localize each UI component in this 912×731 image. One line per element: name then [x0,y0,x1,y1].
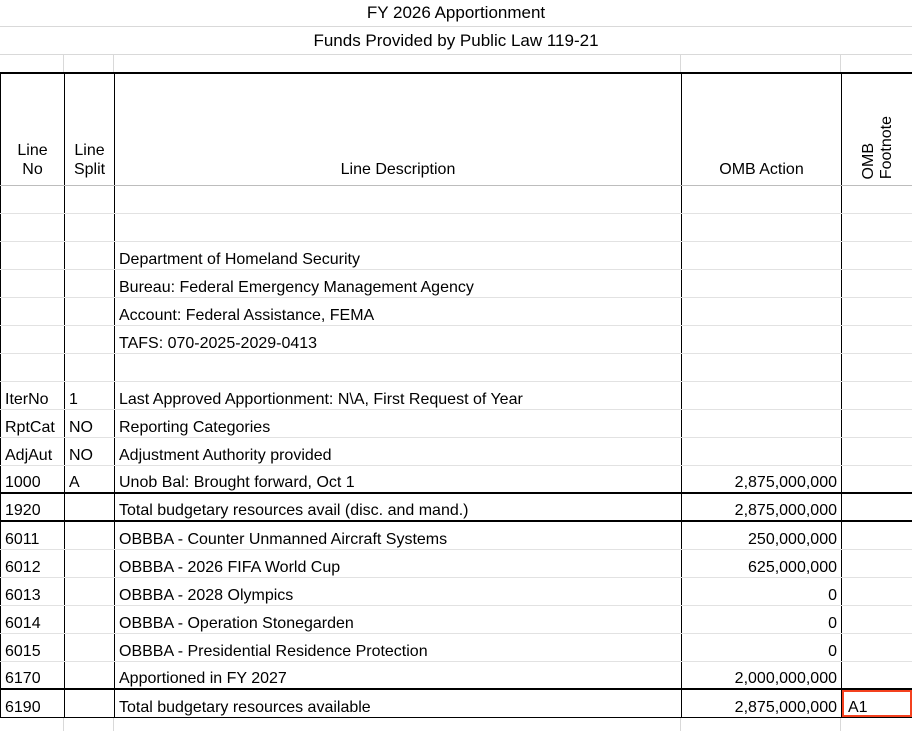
cell-line-split[interactable] [65,577,115,605]
cell-tafs[interactable]: TAFS: 070-2025-2029-0413 [115,325,682,353]
cell-omb-footnote[interactable] [842,353,912,381]
cell-line-split[interactable] [65,661,115,689]
gridline-col2-bottom [113,718,114,731]
cell-line-no[interactable]: AdjAut [1,437,65,465]
cell-description[interactable]: Reporting Categories [115,409,682,437]
table-row-spacer [1,185,912,213]
gridline-col3-bottom [680,718,681,731]
cell-line-split[interactable] [65,633,115,661]
cell-account[interactable]: Account: Federal Assistance, FEMA [115,297,682,325]
cell-line-no[interactable]: 6015 [1,633,65,661]
table-row-tafs [1,325,912,353]
page-subtitle: Funds Provided by Public Law 119-21 [313,31,598,51]
table-row-department [1,241,912,269]
cell-omb-footnote[interactable] [842,409,912,437]
title-table-gap [0,55,912,72]
cell-line-no[interactable]: 1920 [1,493,65,521]
cell-omb-footnote[interactable] [842,241,912,269]
cell-omb-footnote[interactable] [842,549,912,577]
cell-line-split[interactable] [65,549,115,577]
cell-description[interactable]: Apportioned in FY 2027 [115,661,682,689]
column-header-line-no-text-2: No [5,160,60,179]
column-header-omb-footnote-rotated [842,76,912,180]
cell-line-no[interactable]: 6190 [1,689,65,717]
cell-omb-footnote-value: A1 [846,699,908,717]
cell-description[interactable]: OBBBA - Operation Stonegarden [115,605,682,633]
cell-line-no[interactable]: 6014 [1,605,65,633]
table-row-bureau [1,269,912,297]
table-row [1,633,912,661]
cell-omb-action[interactable]: 2,875,000,000 [682,493,842,521]
cell-omb-footnote[interactable] [842,185,912,213]
column-header-line-split [65,73,115,185]
cell-line-no[interactable] [1,325,65,353]
cell-line-split[interactable] [65,605,115,633]
document-title-row-1 [0,0,912,27]
cell-bureau[interactable]: Bureau: Federal Emergency Management Agency [115,269,682,297]
table-row [1,549,912,577]
cell-omb-footnote[interactable] [842,269,912,297]
column-header-omb-action [682,73,842,185]
cell-line-no[interactable] [1,269,65,297]
column-header-omb-footnote-text-1: OMB [860,143,877,179]
cell-omb-action[interactable] [682,437,842,465]
cell-omb-footnote[interactable] [842,437,912,465]
cell-line-split[interactable] [65,297,115,325]
column-header-line-description [115,73,682,185]
cell-omb-action[interactable]: 625,000,000 [682,549,842,577]
cell-omb-action[interactable]: 2,875,000,000 [682,465,842,493]
gridline-col4-bottom [840,718,841,731]
cell-line-split[interactable] [65,185,115,213]
cell-omb-action[interactable] [682,269,842,297]
cell-omb-action[interactable] [682,381,842,409]
cell-line-split[interactable]: NO [65,437,115,465]
cell-line-split[interactable] [65,689,115,717]
table-header-row [1,73,912,185]
cell-omb-footnote[interactable] [842,577,912,605]
table-row-spacer [1,353,912,381]
cell-line-split[interactable] [65,325,115,353]
column-header-omb-footnote-text-2: Footnote [878,116,895,179]
table-row [1,409,912,437]
cell-line-no[interactable] [1,297,65,325]
cell-description[interactable] [115,353,682,381]
cell-omb-footnote[interactable] [842,493,912,521]
column-header-line-split-text-2: Split [69,160,110,179]
cell-line-no[interactable]: 1000 [1,465,65,493]
table-row [1,521,912,549]
cell-line-no[interactable] [1,213,65,241]
column-header-omb-footnote [842,73,912,185]
cell-line-no[interactable] [1,241,65,269]
column-header-line-no-text-1: Line [5,141,60,160]
cell-line-no[interactable]: 6170 [1,661,65,689]
cell-omb-footnote[interactable] [842,521,912,549]
table-row-spacer [1,213,912,241]
cell-omb-action[interactable] [682,185,842,213]
cell-line-no[interactable]: RptCat [1,409,65,437]
cell-omb-action[interactable] [682,213,842,241]
cell-omb-footnote[interactable] [842,661,912,689]
cell-omb-action[interactable] [682,409,842,437]
gridline-col2 [113,55,114,72]
cell-line-no[interactable] [1,185,65,213]
cell-line-split[interactable]: NO [65,409,115,437]
cell-line-split[interactable] [65,269,115,297]
gridline-col1-bottom [63,718,64,731]
cell-omb-action[interactable]: 0 [682,633,842,661]
cell-description[interactable]: OBBBA - 2026 FIFA World Cup [115,549,682,577]
cell-omb-action[interactable] [682,353,842,381]
cell-description[interactable]: OBBBA - 2028 Olympics [115,577,682,605]
cell-omb-action[interactable]: 0 [682,577,842,605]
cell-omb-action[interactable] [682,325,842,353]
table-row [1,661,912,689]
cell-line-split[interactable] [65,353,115,381]
cell-description[interactable]: Last Approved Apportionment: N\A, First Request of Year [115,381,682,409]
column-header-line-description-text: Line Description [119,160,677,179]
cell-line-no[interactable]: 6011 [1,521,65,549]
table-row [1,437,912,465]
apportionment-table [0,72,912,718]
cell-line-no[interactable]: IterNo [1,381,65,409]
cell-description[interactable]: Unob Bal: Brought forward, Oct 1 [115,465,682,493]
table-row-total-1920 [1,493,912,521]
cell-line-no[interactable] [1,353,65,381]
table-row-account [1,297,912,325]
table-bottom-gap [0,718,912,731]
cell-omb-footnote[interactable] [842,465,912,493]
cell-line-no[interactable]: 6012 [1,549,65,577]
cell-description[interactable]: Total budgetary resources avail (disc. and mand.) [115,493,682,521]
document-title-row-2 [0,27,912,55]
cell-description[interactable]: OBBBA - Counter Unmanned Aircraft Systems [115,521,682,549]
cell-omb-footnote[interactable] [842,381,912,409]
cell-description[interactable]: OBBBA - Presidential Residence Protection [115,633,682,661]
table-row [1,605,912,633]
cell-line-split[interactable] [65,493,115,521]
cell-omb-action[interactable] [682,297,842,325]
cell-omb-action[interactable]: 2,000,000,000 [682,661,842,689]
cell-omb-footnote-selected[interactable] [842,689,912,717]
cell-description[interactable] [115,185,682,213]
column-header-line-split-text-1: Line [69,141,110,160]
cell-omb-footnote[interactable] [842,213,912,241]
table-row [1,381,912,409]
cell-line-split[interactable]: A [65,465,115,493]
gridline-col1 [63,55,64,72]
cell-description[interactable] [115,213,682,241]
cell-omb-action[interactable]: 0 [682,605,842,633]
column-header-line-no [1,73,65,185]
cell-omb-action[interactable]: 2,875,000,000 [682,689,842,717]
page-title: FY 2026 Apportionment [367,3,545,23]
table-row-total-6190 [1,689,912,717]
cell-omb-action[interactable]: 250,000,000 [682,521,842,549]
gridline-col4 [840,55,841,72]
cell-line-split[interactable] [65,521,115,549]
table-row [1,465,912,493]
cell-omb-footnote[interactable] [842,325,912,353]
cell-omb-footnote[interactable] [842,297,912,325]
cell-description[interactable]: Total budgetary resources available [115,689,682,717]
cell-omb-action[interactable] [682,241,842,269]
cell-line-split[interactable] [65,213,115,241]
cell-line-split[interactable]: 1 [65,381,115,409]
cell-line-no[interactable]: 6013 [1,577,65,605]
cell-line-split[interactable] [65,241,115,269]
column-header-omb-action-text: OMB Action [686,160,837,179]
cell-department[interactable]: Department of Homeland Security [115,241,682,269]
table-row [1,577,912,605]
cell-omb-footnote[interactable] [842,605,912,633]
cell-omb-footnote[interactable] [842,633,912,661]
gridline-col3 [680,55,681,72]
cell-description[interactable]: Adjustment Authority provided [115,437,682,465]
